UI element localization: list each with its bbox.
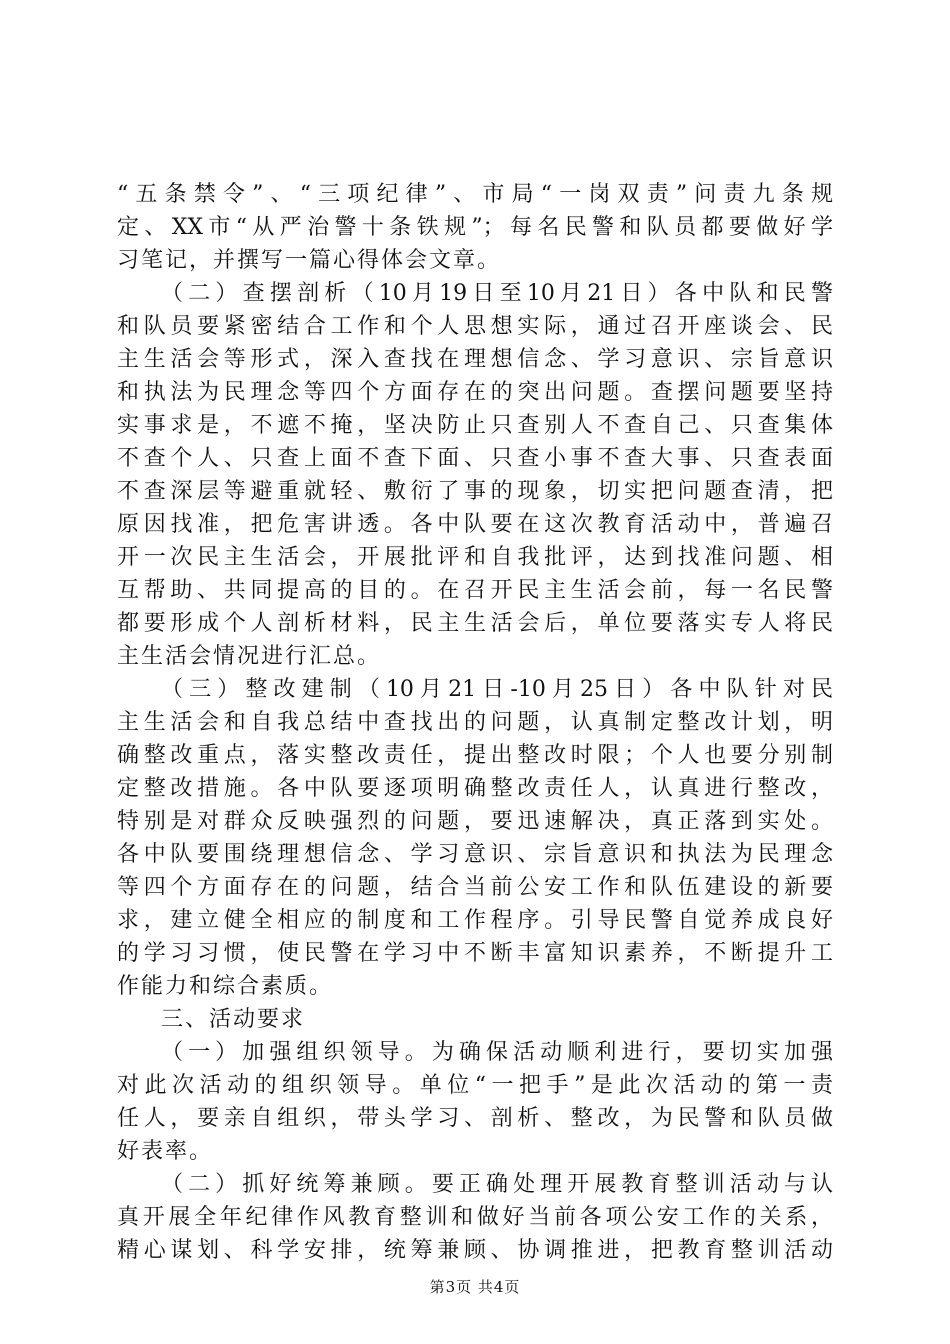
text-line: 特别是对群众反映强烈的问题，要迅速解决，真正落到实处。 [117, 809, 833, 834]
text-line: （二）抓好统筹兼顾。要正确处理开展教育整训活动与认 [161, 1172, 833, 1197]
text-line: 对此次活动的组织领导。单位“一把手”是此次活动的第一责 [117, 1073, 833, 1098]
text-line: 开一次民主生活会，开展批评和自我批评，达到找准问题、相 [117, 545, 833, 570]
text-line: 求，建立健全相应的制度和工作程序。引导民警自觉养成良好 [117, 908, 833, 933]
text-line: 实事求是，不遮不掩，坚决防止只查别人不查自己、只查集体 [117, 413, 833, 438]
text-line: （一）加强组织领导。为确保活动顺利进行，要切实加强 [161, 1040, 833, 1065]
text-line: 真开展全年纪律作风教育整训和做好当前各项公安工作的关系， [117, 1205, 833, 1230]
text-line: 习笔记，并撰写一篇心得体会文章。 [117, 248, 502, 273]
text-line: 确整改重点，落实整改责任，提出整改时限；个人也要分别制 [117, 743, 833, 768]
text-line: 原因找准，把危害讲透。各中队要在这次教育活动中，普遍召 [117, 512, 833, 537]
text-line: 三、活动要求 [161, 1007, 306, 1032]
text-line: 主生活会等形式，深入查找在理想信念、学习意识、宗旨意识 [117, 347, 833, 372]
page-number: 第3页 共4页 [429, 1278, 521, 1296]
text-line: 不查深层等避重就轻、敷衍了事的现象，切实把问题查清，把 [117, 479, 833, 504]
text-line: 的学习习惯，使民警在学习中不断丰富知识素养，不断提升工 [117, 941, 833, 966]
text-line: 任人，要亲自组织，带头学习、剖析、整改，为民警和队员做 [117, 1106, 833, 1131]
page-footer [0, 1276, 950, 1297]
text-line: 互帮助、共同提高的目的。在召开民主生活会前，每一名民警 [117, 578, 833, 603]
text-line: “五条禁令”、“三项纪律”、市局“一岗双责”问责九条规 [117, 182, 833, 207]
text-line: 都要形成个人剖析材料，民主生活会后，单位要落实专人将民 [117, 611, 833, 636]
text-line: 和队员要紧密结合工作和个人思想实际，通过召开座谈会、民 [117, 314, 833, 339]
text-line: （二）查摆剖析（10月19日至10月21日）各中队和民警 [161, 281, 833, 306]
text-line: 等四个方面存在的问题，结合当前公安工作和队伍建设的新要 [117, 875, 833, 900]
text-line: （三）整改建制（10月21日-10月25日）各中队针对民 [161, 677, 833, 702]
text-line: 主生活会和自我总结中查找出的问题，认真制定整改计划，明 [117, 710, 833, 735]
text-line: 精心谋划、科学安排，统筹兼顾、协调推进，把教育整训活动 [117, 1238, 833, 1263]
text-line: 不查个人、只查上面不查下面、只查小事不查大事、只查表面 [117, 446, 833, 471]
text-line: 定、XX市“从严治警十条铁规”；每名民警和队员都要做好学 [117, 215, 833, 240]
document-body [117, 178, 833, 1267]
text-line: 定整改措施。各中队要逐项明确整改责任人，认真进行整改， [117, 776, 833, 801]
text-line: 主生活会情况进行汇总。 [117, 644, 382, 669]
text-line: 好表率。 [117, 1139, 214, 1164]
text-line: 各中队要围绕理想信念、学习意识、宗旨意识和执法为民理念 [117, 842, 833, 867]
text-line: 作能力和综合素质。 [117, 974, 334, 999]
text-line: 和执法为民理念等四个方面存在的突出问题。查摆问题要坚持 [117, 380, 833, 405]
